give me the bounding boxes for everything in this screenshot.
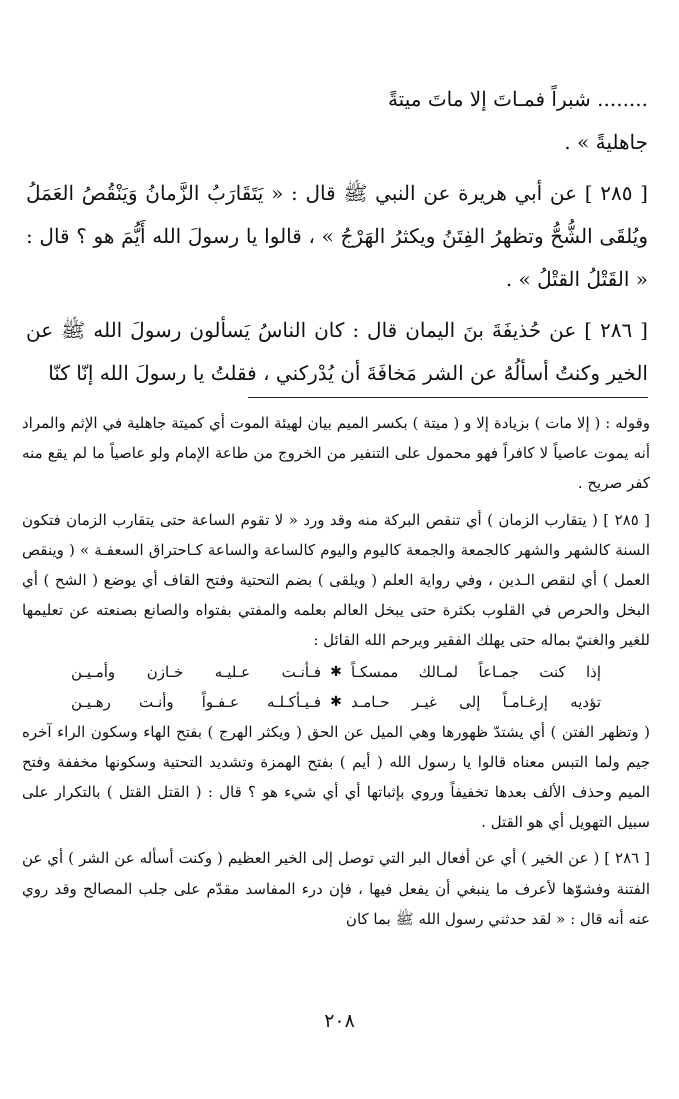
hadith-286: [ ٢٨٦ ] عن حُذيفَةَ بنَ اليمان قال : كان الناسُ يَسألون رسولَ الله ﷺ عن الخير وكنتُ أسألُهُ عن الشر مَخافَةَ أن يُدْركني ، فقلتُ يا رسولَ الله إنّا كنّا xyxy=(26,318,648,385)
poem-first-hemistich: إذا كنت جمـاعاً لمـالك ممسكـاً xyxy=(351,662,601,681)
poem-first-hemistich: تؤديه إرغـامـاً إلى غيـر حـامـد xyxy=(351,692,601,711)
poem-line xyxy=(22,687,650,717)
poem xyxy=(22,657,650,717)
note-mitat: وقوله : ( إلا مات ) بزيادة إلا و ( ميتة ) بكسر الميم بيان لهيئة الموت أي كميتة جاهلية في الإثم والمراد أنه يموت عاصياً لا كافراً فهو محمول على التنفير من الخروج من طاعة الإمام ولو عاصياً ما لم يقع منه كفر صريح . xyxy=(22,414,650,493)
star-icon: ✱ xyxy=(330,693,342,710)
commentary-notes xyxy=(22,408,650,934)
footnote-separator xyxy=(248,397,648,398)
paragraph-continuation-end: جاهليةً » . xyxy=(564,130,648,154)
note-285: [ ٢٨٥ ] ( يتقارب الزمان ) أي تنقص البركة منه وقد ورد « لا تقوم الساعة حتى يتقارب الزمان فتكون السنة كالشهر والشهر كالجمعة والجمعة كاليوم واليوم كالساعة والساعة كـاحتراق السعفـة » ( وينقص العمل ) أي لنقص الـدين ، وفي رواية العلم ( ويلقى ) بضم التحتية وفتح القاف أي يوضع ( الشح ) أي البخل والحرص في القلوب بكثرة حتى يبخل العالم بعلمه والمفتي بفتواه والصانع بصنعته عن تعليمها للغير والغنيّ بماله حتى يهلك الفقير ويرحم الله القائل : xyxy=(22,510,651,650)
poem-line xyxy=(22,657,650,687)
paragraph-continuation-line: ........ شبراً فمـاتَ إلا ماتَ ميتةً xyxy=(387,87,648,111)
poem-second-hemistich: فـأنـت عـليـه خـازن وأمـيـن xyxy=(71,662,321,681)
page-number: ٢٠٨ xyxy=(324,1010,355,1032)
hadith-285: [ ٢٨٥ ] عن أبي هريرة عن النبي ﷺ قال : « يَتَقَارَبُ الزَّمانُ وَيَنْقُصُ العَمَلُ ويُلقَى الشُّحُّ وتظهرُ الفِتَنُ ويكثرُ الهَرْجُ » ، قالوا يا رسولَ الله أَيُّمَ هو ؟ قال : « القَتْلُ القتْلُ » . xyxy=(26,181,648,291)
note-fitan: ( وتظهر الفتن ) أي يشتدّ ظهورها وهي الميل عن الحق ( ويكثر الهرج ) بفتح الهاء وسكون الراء آخره جيم ولما التبس معناه قالوا يا رسول الله ( أيم ) بفتح الهمزة وتشديد التحتية وسكونها مخففة وفتح الميم وحذف الألف بعدها تخفيفاً وروي بإثباتها أي أي شيء هو ؟ قال : ( القتل القتل ) بالتكرار على سبيل التهويل أي هو القتل . xyxy=(22,722,650,832)
main-text xyxy=(26,78,648,395)
poem-second-hemistich: فـيـأكـلـه عـفـواً وأنـت رهـيـن xyxy=(71,692,321,711)
star-icon: ✱ xyxy=(330,663,342,680)
note-286: [ ٢٨٦ ] ( عن الخير ) أي عن أفعال البر التي توصل إلى الخير العظيم ( وكنت أسأله عن الشر ) أي عن الفتنة وفشوّها لأعرف ما ينبغي أن يفعل فيها ، فإن درء المفاسد مقدّم على جلب المصالح وقد روي عنه أنه قال : « لقد حدثني رسول الله ﷺ بما كان xyxy=(22,849,650,928)
